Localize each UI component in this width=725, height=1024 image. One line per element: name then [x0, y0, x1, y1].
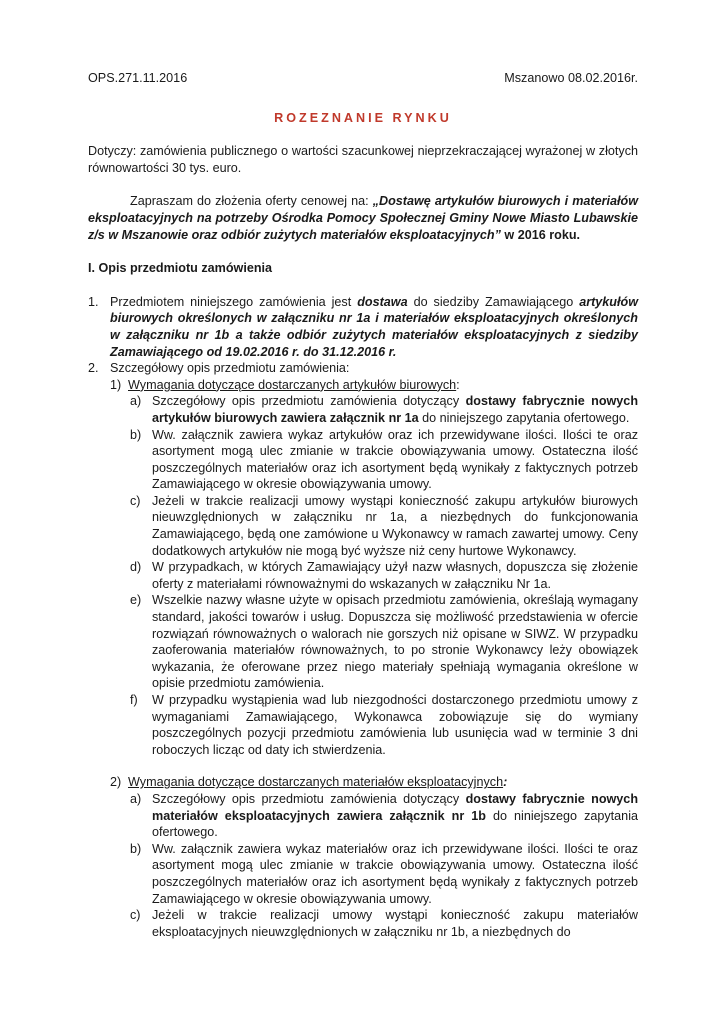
item-letter: b)	[130, 841, 142, 856]
reference-number: OPS.271.11.2016	[88, 71, 188, 85]
item-text: Przedmiotem niniejszego zamówienia jest	[110, 294, 358, 309]
item-text: Jeżeli w trakcie realizacji umowy wystąpi konieczność zakupu materiałów eksploatacyjnych nieuwzględnionych w załączniku nr 1b, a niezbędnych do	[152, 908, 638, 939]
list-item	[88, 692, 638, 758]
item-number: 2)	[110, 775, 122, 790]
item-text: do niniejszego zapytania ofertowego.	[418, 410, 630, 425]
intro-paragraph	[88, 193, 638, 243]
list-item	[88, 559, 638, 592]
subject-paragraph: Dotyczy: zamówienia publicznego o wartości szacunkowej nieprzekraczającej wyrażonej w złotych równowartości 30 tys. euro.	[88, 144, 638, 175]
intro-lead: Zapraszam do złożenia oferty cenowej na:	[130, 194, 373, 209]
item-text: Szczegółowy opis przedmiotu zamówienia:	[110, 361, 350, 376]
item-text: W przypadkach, w których Zamawiający użył nazw własnych, dopuszcza się złożenie oferty z materiałami równoważnymi do wskazanych w załączniku Nr 1a.	[152, 560, 638, 591]
item-number: 1)	[110, 377, 122, 392]
subsection-heading	[88, 377, 638, 394]
item-letter: b)	[130, 427, 142, 442]
item-text: Ww. załącznik zawiera wykaz materiałów oraz ich przewidywane ilości. Ilości te oraz asortyment mogą ulec zmianie w trakcie obowiązywania umowy. Ostateczna ilość poszczególnych materiałów oraz ich asortyment będą wynikały z faktycznych potrzeb Zamawiającego w okresie obowiązywania umowy.	[152, 841, 638, 906]
item-letter: c)	[130, 908, 141, 923]
item-emphasis: dostawy fabrycznie nowych artykułów biurowych zawiera załącznik nr 1a	[152, 394, 639, 425]
item-text: W przypadku wystąpienia wad lub niezgodności dostarczonego przedmiotu umowy z wymaganiami Zamawiającego, Wykonawca zobowiązuje się do wymiany poszczególnych pozycji przedmiotu zamówienia lub usunięcia wad w terminie 3 dni roboczych licząc od daty ich stwierdzenia.	[152, 693, 638, 757]
list-item	[88, 592, 638, 692]
document-title: ROZEZNANIE RYNKU	[274, 110, 452, 125]
document-body	[88, 70, 638, 940]
subsection-title: Wymagania dotyczące dostarczanych artykułów biurowych	[128, 377, 457, 392]
item-letter: e)	[130, 593, 142, 608]
list-item	[88, 360, 638, 377]
item-text: Jeżeli w trakcie realizacji umowy wystąpi konieczność zakupu artykułów biurowych nieuwzględnionych w załączniku nr 1a, a niezbędnych do funkcjonowania Zamawiającego, będą one zamówione u Wykonawcy w ramach zawartej umowy. Ceny dodatkowych artykułów nie mogą być wyższe niż ceny hurtowe Wykonawcy.	[152, 493, 638, 558]
list-item	[88, 841, 638, 907]
item-text: do siedziby Zamawiającego	[407, 294, 580, 309]
item-text: Ww. załącznik zawiera wykaz artykułów oraz ich przewidywane ilości. Ilości te oraz asortyment mogą ulec zmianie w trakcie obowiązywania umowy. Ostateczna ilość poszczególnych materiałów oraz ich asortyment będą wynikały z faktycznych potrzeb Zamawiającego w okresie obowiązywania umowy.	[152, 427, 638, 492]
item-letter: f)	[130, 693, 138, 707]
document-header	[88, 70, 638, 87]
list-item	[88, 493, 638, 559]
intro-bold: „Dostawę artykułów biurowych i materiałów eksploatacyjnych na potrzeby Ośrodka Pomocy Społecznej Gminy Nowe Miasto Lubawskie z/s w Mszanowie oraz odbiór zużytych materiałów eksploatacyjnych”	[88, 194, 639, 242]
list-item	[88, 427, 638, 493]
item-letter: d)	[130, 560, 142, 575]
item-text: Wszelkie nazwy własne użyte w opisach przedmiotu zamówienia, określają wymagany standard, jakości towarów i usług. Dopuszcza się możliwość przedstawienia w ofercie rozwiązań równoważnych o walorach nie gorszych niż opisane w SIWZ. W przypadku zaoferowania materiałów równoważnych, to po stronie Wykonawcy leży obowiązek wykazania, że oferowane przez niego materiały spełniają wymagania określone w opisie przedmiotu zamówienia.	[152, 593, 638, 691]
item-letter: c)	[130, 493, 141, 508]
item-letter: a)	[130, 791, 142, 806]
section-heading: I. Opis przedmiotu zamówienia	[88, 261, 273, 276]
subsection-heading	[88, 774, 638, 791]
intro-tail: w 2016 roku.	[500, 227, 581, 242]
item-letter: a)	[130, 394, 142, 409]
item-text: do niniejszego zapytania ofertowego.	[152, 808, 638, 840]
item-text: Szczegółowy opis przedmiotu zamówienia dotyczący	[152, 791, 466, 806]
list-item	[88, 294, 638, 360]
subsection-colon: :	[503, 775, 508, 790]
item-text: Szczegółowy opis przedmiotu zamówienia dotyczący	[152, 394, 466, 409]
item-emphasis: dostawa	[357, 294, 408, 309]
item-emphasis: artykułów biurowych określonych w załączniku nr 1a i materiałów eksploatacyjnych określonych w załączniku nr 1b a także odbiór zużytych materiałów eksploatacyjnych z siedziby Zamawiającego od 19.02.2016 r. do 31.12.2016 r.	[110, 294, 638, 359]
item-emphasis: dostawy fabrycznie nowych materiałów eksploatacyjnych zawiera załącznik nr 1b	[152, 791, 639, 823]
place-date: Mszanowo 08.02.2016r.	[504, 71, 638, 85]
item-number: 1.	[88, 294, 99, 309]
list-item	[88, 907, 638, 940]
list-item	[88, 791, 638, 841]
item-number: 2.	[88, 361, 99, 376]
subsection-title: Wymagania dotyczące dostarczanych materiałów eksploatacyjnych	[128, 775, 504, 790]
subsection-colon: :	[456, 377, 460, 392]
list-item	[88, 393, 638, 426]
